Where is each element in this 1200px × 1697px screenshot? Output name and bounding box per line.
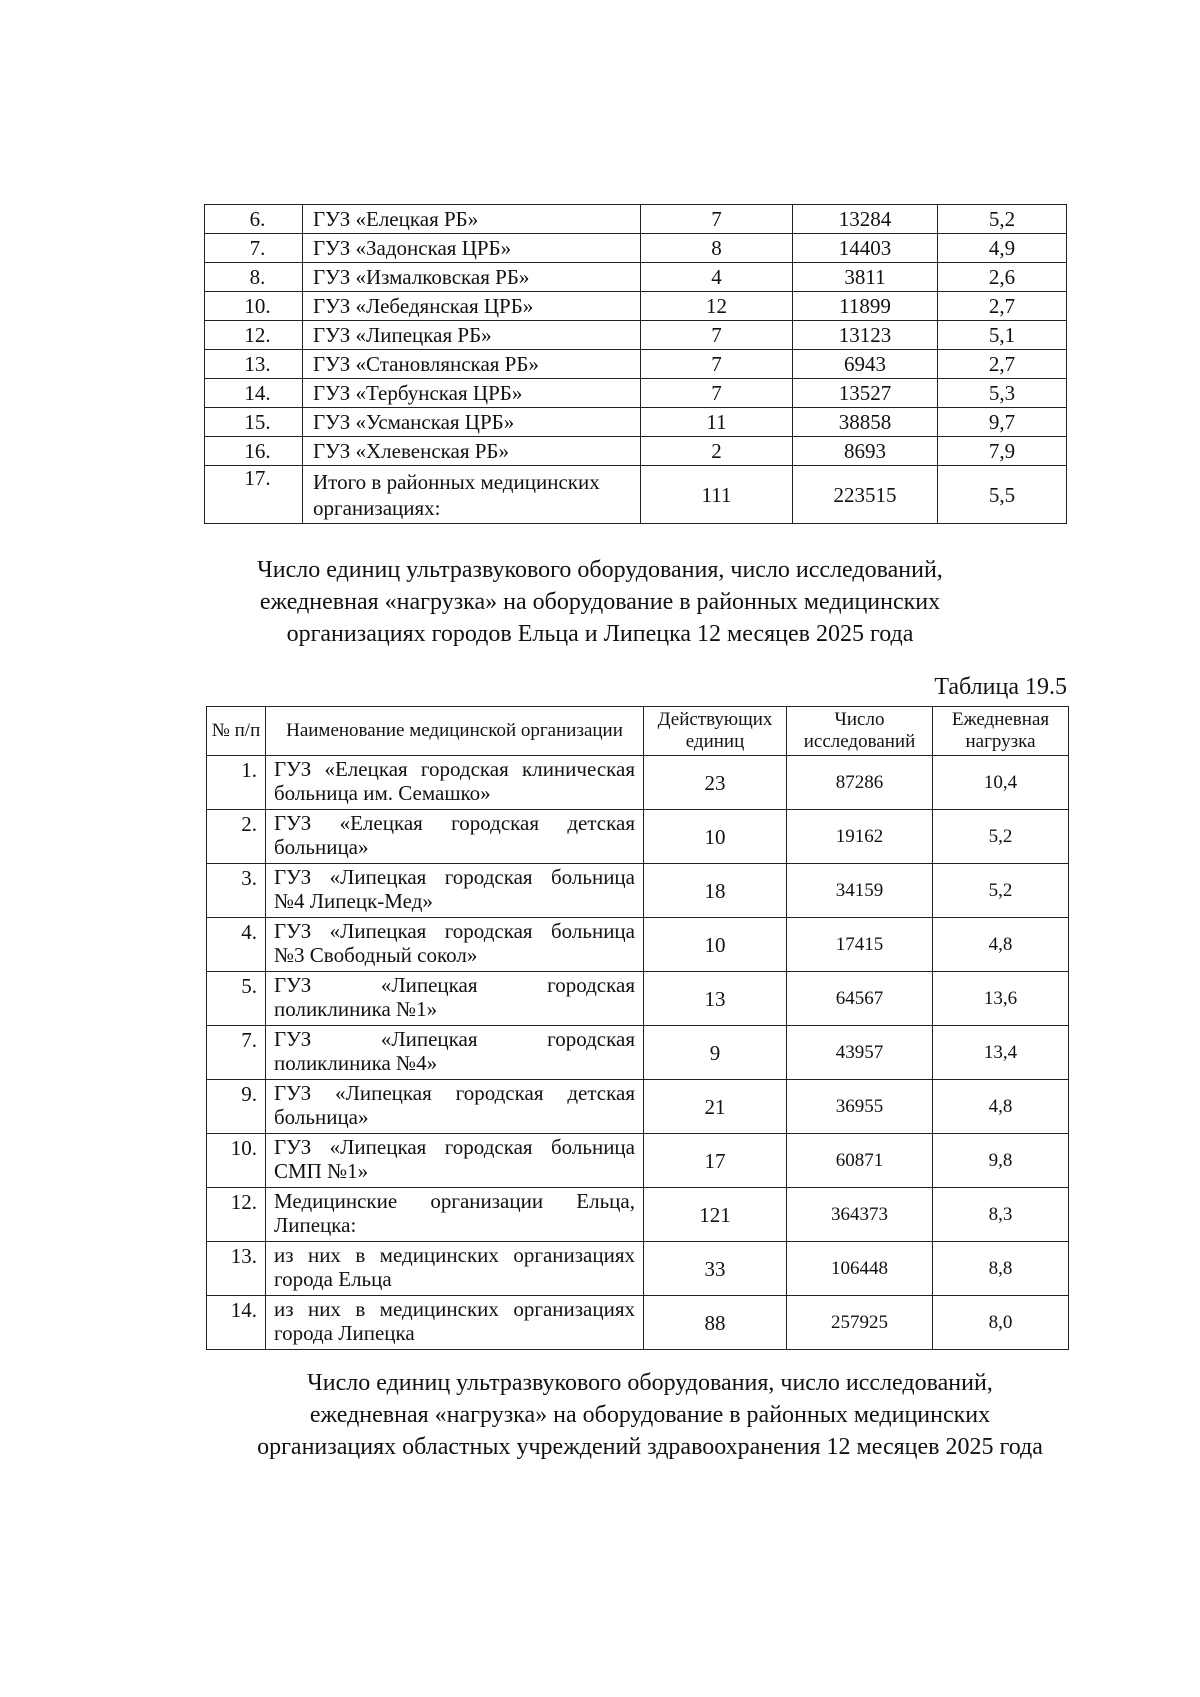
organization-name: Итого в районных медицинских организациях:: [303, 466, 641, 524]
organization-name-line2: больница»: [274, 835, 369, 859]
table-row: [207, 810, 1069, 864]
units-count: 17: [644, 1134, 787, 1188]
organization-name: [266, 1242, 644, 1296]
studies-count: 38858: [793, 408, 938, 437]
daily-load: 8,0: [933, 1296, 1069, 1350]
section-heading-regional: [190, 1367, 1110, 1463]
studies-count: 60871: [787, 1134, 933, 1188]
organization-name: ГУЗ «Усманская ЦРБ»: [303, 408, 641, 437]
table-row: [205, 292, 1067, 321]
units-count: 121: [644, 1188, 787, 1242]
organization-name: ГУЗ «Задонская ЦРБ»: [303, 234, 641, 263]
studies-count: 11899: [793, 292, 938, 321]
table-row: [207, 972, 1069, 1026]
units-count: 7: [641, 379, 793, 408]
daily-load: 5,3: [938, 379, 1067, 408]
daily-load: 4,8: [933, 918, 1069, 972]
organization-name: [266, 972, 644, 1026]
organization-name-line1: ГУЗ «Липецкая городская детская: [274, 1081, 635, 1105]
units-count: 18: [644, 864, 787, 918]
row-number: 8.: [205, 263, 303, 292]
row-number: 12.: [205, 321, 303, 350]
row-number: 13.: [205, 350, 303, 379]
organization-name: [266, 918, 644, 972]
organization-name: [266, 1080, 644, 1134]
table-row: [205, 350, 1067, 379]
organization-name-line2: поликлиника №1»: [274, 997, 438, 1021]
organization-name: [266, 1296, 644, 1350]
studies-count: 3811: [793, 263, 938, 292]
district-table-body: [205, 205, 1067, 524]
units-count: 4: [641, 263, 793, 292]
table-row: [207, 1134, 1069, 1188]
row-number: 7.: [205, 234, 303, 263]
header-name: Наименование медицинской организации: [266, 707, 644, 756]
header-no: № п/п: [207, 707, 266, 756]
row-number: 2.: [207, 810, 266, 864]
daily-load: 5,2: [938, 205, 1067, 234]
daily-load: 5,5: [938, 466, 1067, 524]
organization-name: ГУЗ «Елецкая РБ»: [303, 205, 641, 234]
row-number: 1.: [207, 756, 266, 810]
organization-name: [266, 810, 644, 864]
organization-name-line2: №4 Липецк-Мед»: [274, 889, 433, 913]
units-count: 8: [641, 234, 793, 263]
units-count: 2: [641, 437, 793, 466]
organization-name: ГУЗ «Липецкая РБ»: [303, 321, 641, 350]
daily-load: 7,9: [938, 437, 1067, 466]
daily-load: 4,9: [938, 234, 1067, 263]
organization-name: [266, 864, 644, 918]
row-number: 4.: [207, 918, 266, 972]
studies-count: 13123: [793, 321, 938, 350]
heading-line: организациях городов Ельца и Липецка 12 месяцев 2025 года: [286, 621, 914, 647]
organization-name-line2: СМП №1»: [274, 1159, 369, 1183]
studies-count: 87286: [787, 756, 933, 810]
daily-load: 4,8: [933, 1080, 1069, 1134]
heading-line: организациях областных учреждений здравоохранения 12 месяцев 2025 года: [257, 1434, 1043, 1460]
daily-load: 10,4: [933, 756, 1069, 810]
daily-load: 13,4: [933, 1026, 1069, 1080]
total-row: [205, 466, 1067, 524]
organization-name: [266, 756, 644, 810]
units-count: 10: [644, 810, 787, 864]
table-row: [205, 321, 1067, 350]
table-row: [205, 205, 1067, 234]
table-row: [207, 1188, 1069, 1242]
table-row: [205, 379, 1067, 408]
header-load: Ежедневная нагрузка: [933, 707, 1069, 756]
heading-line: Число единиц ультразвукового оборудования, число исследований,: [307, 1370, 993, 1396]
organization-name-line2: больница»: [274, 1105, 369, 1129]
studies-count: 17415: [787, 918, 933, 972]
units-count: 12: [641, 292, 793, 321]
organization-name-line1: ГУЗ «Липецкая городская больница: [274, 1135, 635, 1159]
organization-name-line2: города Липецка: [274, 1321, 415, 1345]
studies-count: 8693: [793, 437, 938, 466]
organization-name-line1: ГУЗ «Елецкая городская детская: [274, 811, 635, 835]
daily-load: 5,2: [933, 810, 1069, 864]
daily-load: 2,7: [938, 350, 1067, 379]
organization-name: [266, 1188, 644, 1242]
units-count: 88: [644, 1296, 787, 1350]
organization-name-line2: поликлиника №4»: [274, 1051, 438, 1075]
organization-name: ГУЗ «Измалковская РБ»: [303, 263, 641, 292]
daily-load: 9,7: [938, 408, 1067, 437]
row-number: 9.: [207, 1080, 266, 1134]
row-number: 14.: [205, 379, 303, 408]
section-heading-cities: [150, 554, 1050, 650]
units-count: 7: [641, 350, 793, 379]
city-equipment-table: [206, 706, 1069, 1350]
organization-name-line1: из них в медицинских организациях: [274, 1243, 635, 1267]
units-count: 7: [641, 205, 793, 234]
daily-load: 5,2: [933, 864, 1069, 918]
units-count: 11: [641, 408, 793, 437]
organization-name-line1: ГУЗ «Липецкая городская больница: [274, 919, 635, 943]
studies-count: 13284: [793, 205, 938, 234]
studies-count: 43957: [787, 1026, 933, 1080]
row-number: 17.: [205, 466, 303, 524]
table-number-label: Таблица 19.5: [934, 674, 1067, 700]
row-number: 3.: [207, 864, 266, 918]
row-number: 14.: [207, 1296, 266, 1350]
organization-name-line2: больница им. Семашко»: [274, 781, 491, 805]
table-row: [205, 234, 1067, 263]
units-count: 21: [644, 1080, 787, 1134]
daily-load: 2,7: [938, 292, 1067, 321]
studies-count: 223515: [793, 466, 938, 524]
row-number: 15.: [205, 408, 303, 437]
organization-name-line2: №3 Свободный сокол»: [274, 943, 478, 967]
units-count: 111: [641, 466, 793, 524]
organization-name-line1: Медицинские организации Ельца,: [274, 1189, 635, 1213]
studies-count: 34159: [787, 864, 933, 918]
studies-count: 6943: [793, 350, 938, 379]
organization-name: [266, 1134, 644, 1188]
studies-count: 257925: [787, 1296, 933, 1350]
row-number: 7.: [207, 1026, 266, 1080]
units-count: 23: [644, 756, 787, 810]
heading-line: ежедневная «нагрузка» на оборудование в районных медицинских: [309, 1402, 991, 1428]
studies-count: 106448: [787, 1242, 933, 1296]
table-row: [207, 1296, 1069, 1350]
table-row: [207, 1080, 1069, 1134]
organization-name-line2: города Ельца: [274, 1267, 392, 1291]
organization-name-line1: ГУЗ «Елецкая городская клиническая: [274, 757, 635, 781]
header-units: Действующих единиц: [644, 707, 787, 756]
table-header-row: [207, 707, 1069, 756]
table-row: [207, 756, 1069, 810]
table-row: [207, 1026, 1069, 1080]
studies-count: 36955: [787, 1080, 933, 1134]
organization-name: ГУЗ «Тербунская ЦРБ»: [303, 379, 641, 408]
table-row: [207, 1242, 1069, 1296]
header-studies: Число исследований: [787, 707, 933, 756]
daily-load: 5,1: [938, 321, 1067, 350]
heading-line: Число единиц ультразвукового оборудования, число исследований,: [257, 557, 943, 583]
table-row: [207, 864, 1069, 918]
studies-count: 364373: [787, 1188, 933, 1242]
units-count: 7: [641, 321, 793, 350]
studies-count: 13527: [793, 379, 938, 408]
daily-load: 8,3: [933, 1188, 1069, 1242]
organization-name: ГУЗ «Хлевенская РБ»: [303, 437, 641, 466]
row-number: 16.: [205, 437, 303, 466]
organization-name-line1: ГУЗ «Липецкая городская: [274, 973, 635, 997]
organization-name-line1: ГУЗ «Липецкая городская: [274, 1027, 635, 1051]
city-table-body: [207, 756, 1069, 1350]
organization-name-line1: ГУЗ «Липецкая городская больница: [274, 865, 635, 889]
daily-load: 8,8: [933, 1242, 1069, 1296]
row-number: 6.: [205, 205, 303, 234]
row-number: 13.: [207, 1242, 266, 1296]
organization-name: ГУЗ «Становлянская РБ»: [303, 350, 641, 379]
units-count: 13: [644, 972, 787, 1026]
organization-name: [266, 1026, 644, 1080]
units-count: 33: [644, 1242, 787, 1296]
studies-count: 19162: [787, 810, 933, 864]
row-number: 10.: [207, 1134, 266, 1188]
row-number: 12.: [207, 1188, 266, 1242]
table-row: [205, 408, 1067, 437]
organization-name: ГУЗ «Лебедянская ЦРБ»: [303, 292, 641, 321]
table-row: [207, 918, 1069, 972]
studies-count: 14403: [793, 234, 938, 263]
table-row: [205, 437, 1067, 466]
row-number: 5.: [207, 972, 266, 1026]
heading-line: ежедневная «нагрузка» на оборудование в районных медицинских: [259, 589, 941, 615]
studies-count: 64567: [787, 972, 933, 1026]
district-equipment-table: [204, 204, 1067, 524]
table-row: [205, 263, 1067, 292]
daily-load: 2,6: [938, 263, 1067, 292]
organization-name-line1: из них в медицинских организациях: [274, 1297, 635, 1321]
units-count: 9: [644, 1026, 787, 1080]
daily-load: 9,8: [933, 1134, 1069, 1188]
row-number: 10.: [205, 292, 303, 321]
units-count: 10: [644, 918, 787, 972]
daily-load: 13,6: [933, 972, 1069, 1026]
organization-name-line2: Липецка:: [274, 1213, 357, 1237]
